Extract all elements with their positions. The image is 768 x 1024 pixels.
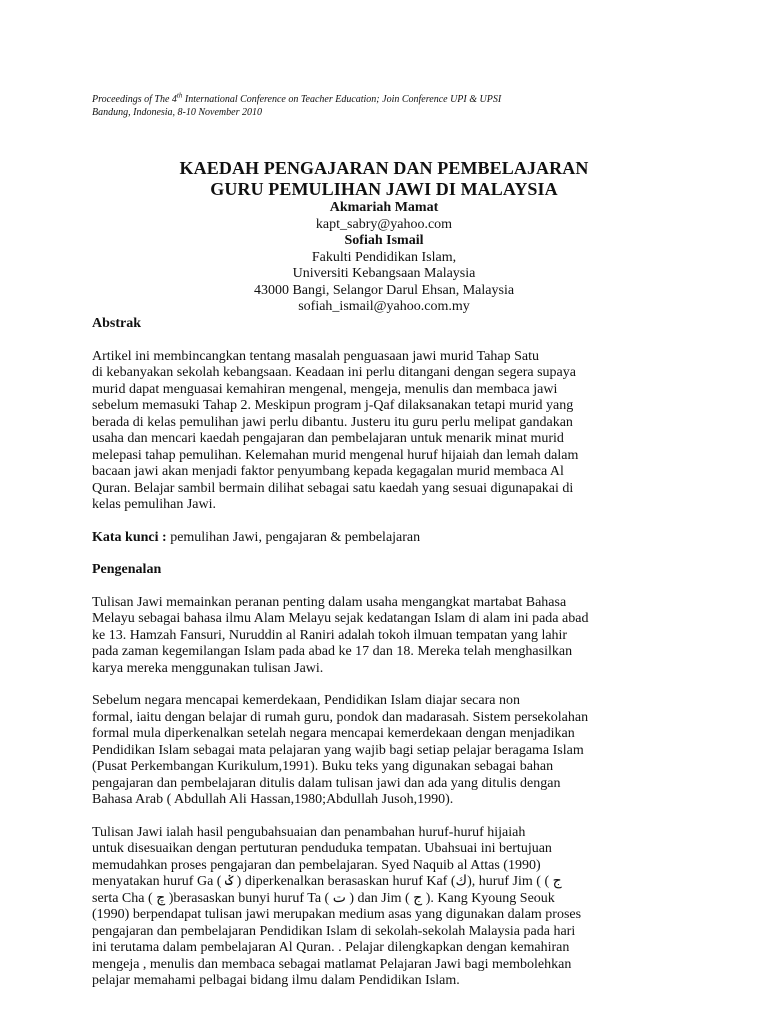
header-line-1-pre: Proceedings of The 4 [92, 94, 177, 105]
author-block [92, 200, 676, 316]
keywords-line [92, 530, 692, 547]
affiliation-line-1: Fakulti Pendidikan Islam, [311, 249, 457, 265]
proceedings-header [92, 93, 692, 119]
spacer [92, 514, 692, 530]
keywords-text: pemulihan Jawi, pengajaran & pembelajaran [166, 529, 421, 545]
spacer [92, 333, 692, 349]
author-2-name: Sofiah Ismail [344, 233, 424, 248]
keywords-label: Kata kunci : [92, 529, 167, 545]
author-1-name: Akmariah Mamat [329, 200, 439, 215]
intro-paragraph-3: Tulisan Jawi ialah hasil pengubahsuaian dan penambahan huruf-huruf hijaiah untuk disesuaikan dengan pertuturan penduduka tempatan. Ubahsuai ini bertujuan memudahkan proses pengajaran dan pembelajaran. Syed Naquib al Attas (1990) menyatakan huruf Ga ( ݢ ) diperkenalkan berasaskan huruf Kaf (ك), huruf Jim ( ( ج serta Cha ( چ )berasaskan bunyi huruf Ta ( ت ) dan Jim ( ج ). Kang Kyoung Seouk (1990) berpendapat tulisan jawi merupakan medium asas yang digunakan dalam proses pengajaran dan pembelajaran Pendidikan Islam di sekolah-sekolah Malaysia pada hari ini terutama dalam pembelajaran Al Quran. . Pelajar dilengkapkan dengan kemahiran mengeja , menulis dan membaca sebagai matlamat Pelajaran Jawi bagi membolehkan pelajar memahami pelbagai bidang ilmu dalam Pendidikan Islam. [92, 824, 582, 988]
intro-paragraph-2: Sebelum negara mencapai kemerdekaan, Pendidikan Islam diajar secara non formal, iaitu dengan belajar di rumah guru, pondok dan madarasah. Sistem persekolahan formal mula diperkenalkan setelah negara mencapai kemerdekaan dengan menjadikan Pendidikan Islam sebagai mata pelajaran yang wajib bagi setiap pelajar beragama Islam (Pusat Perkembangan Kurikulum,1991). Buku teks yang digunakan sebagai bahan pengajaran dan pembelajaran ditulis dalam tulisan jawi dan ada yang ditulis dengan Bahasa Arab ( Abdullah Ali Hassan,1980;Abdullah Jusoh,1990). [92, 693, 589, 807]
author-2-email: sofiah_ismail@yahoo.com.my [298, 299, 470, 314]
intro-heading: Pengenalan [92, 562, 162, 577]
header-line-2: Bandung, Indonesia, 8-10 November 2010 [92, 107, 262, 118]
intro-paragraph-1: Tulisan Jawi memainkan peranan penting dalam usaha mengangkat martabat Bahasa Melayu sebagai bahasa ilmu Alam Melayu sejak kedatangan Islam di alam ini pada abad ke 13. Hamzah Fansuri, Nuruddin al Raniri adalah tokoh ilmuan tempatan yang lahir pada zaman kegemilangan Islam pada abad ke 17 dan 18. Mereka telah menghasilkan karya mereka menggunakan tulisan Jawi. [92, 594, 589, 676]
header-superscript: th [176, 91, 183, 100]
header-line-1-post: International Conference on Teacher Education; Join Conference UPI & UPSI [182, 94, 502, 105]
paper-title-line-1: KAEDAH PENGAJARAN DAN PEMBELAJARAN [179, 158, 589, 178]
header-line-1 [92, 93, 692, 106]
affiliation-line-2: Universiti Kebangsaan Malaysia [292, 266, 476, 281]
spacer [92, 677, 692, 693]
spacer [92, 546, 692, 562]
abstract-heading: Abstrak [92, 316, 142, 331]
title-block [92, 158, 676, 316]
paper-title-line-2: GURU PEMULIHAN JAWI DI MALAYSIA [210, 179, 558, 199]
abstract-text: Artikel ini membincangkan tentang masalah penguasaan jawi murid Tahap Satu di kebanyakan sekolah kebangsaan. Keadaan ini perlu ditangani dengan segera supaya murid dapat menguasai kemahiran mengenal, mengeja, menulis dan membaca jawi sebelum memasuki Tahap 2. Meskipun program j-Qaf dilaksanakan tetapi murid yang berada di kelas pemulihan jawi perlu dibantu. Justeru itu guru perlu melipat gandakan usaha dan mencari kaedah pengajaran dan pembelajaran untuk menarik minat murid melepasi tahap pemulihan. Kelemahan murid mengenal huruf hijaiah dan lemah dalam bacaan jawi akan menjadi faktor penyumbang kepada kegagalan murid membaca Al Quran. Belajar sambil bermain dilihat sebagai satu kaedah yang sesuai digunapakai di kelas pemulihan Jawi. [92, 348, 579, 512]
spacer [92, 579, 692, 595]
paper-body [92, 316, 692, 990]
affiliation-line-3: 43000 Bangi, Selangor Darul Ehsan, Malaysia [253, 282, 515, 298]
author-1-email: kapt_sabry@yahoo.com [315, 216, 453, 232]
spacer [92, 809, 692, 825]
